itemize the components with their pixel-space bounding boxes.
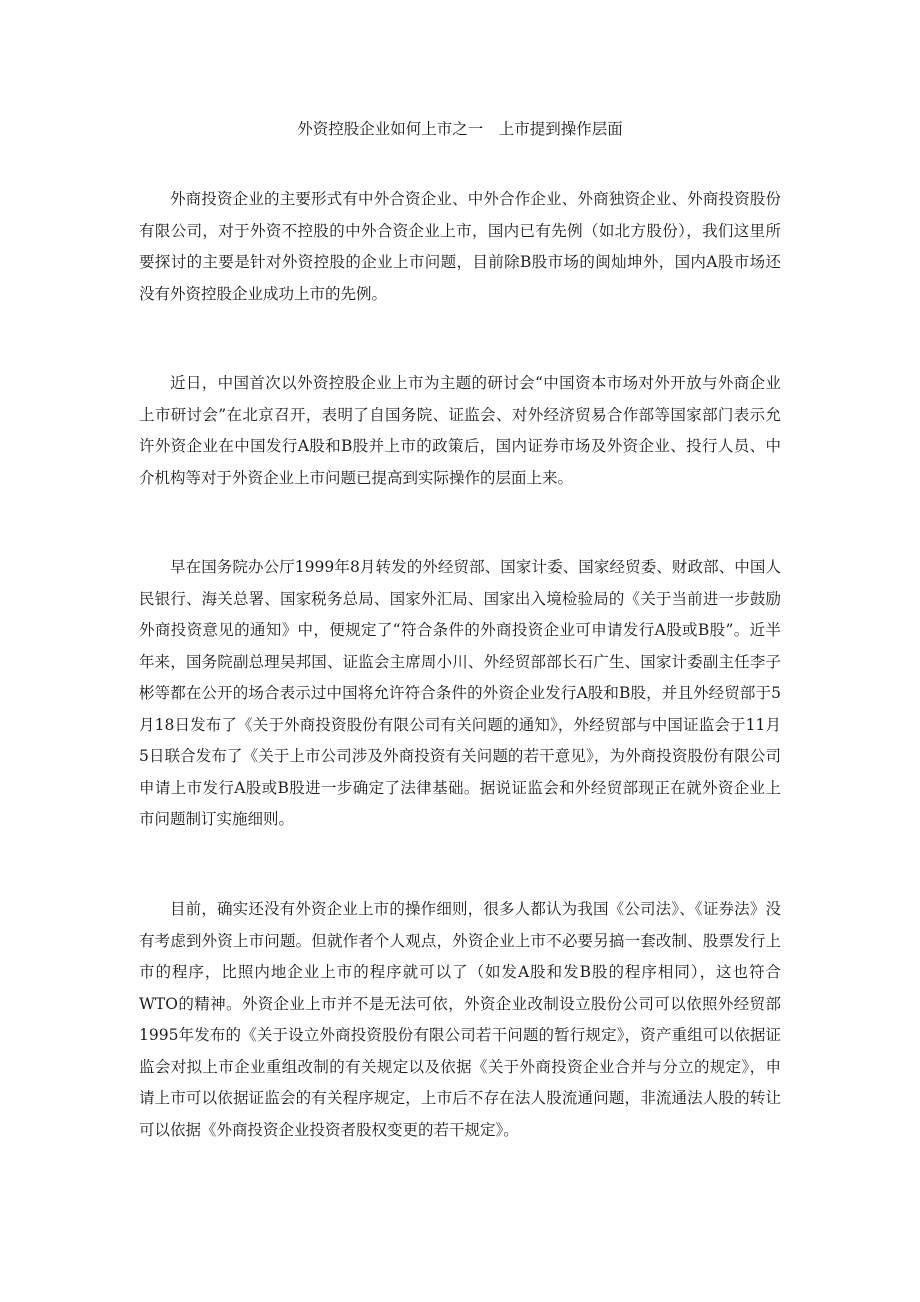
paragraph: 早在国务院办公厅1999年8月转发的外经贸部、国家计委、国家经贸委、财政部、中国人民银行、海关总署、国家税务总局、国家外汇局、国家出入境检验局的《关于当前进一步鼓励外商投资意见的通知》中，便规定了“符合条件的外商投资企业可申请发行A股或B股”。近半年来，国务院副总理吴邦国、证监会主席周小川、外经贸部部长石广生、国家计委副主任李子彬等都在公开的场合表示过中国将允许符合条件的外资企业发行A股和B股，并且外经贸部于5月18日发布了《关于外商投资股份有限公司有关问题的通知》，外经贸部与中国证监会于11月5日联合发布了《关于上市公司涉及外商投资有关问题的若干意见》，为外商投资股份有限公司申请上市发行A股或B股进一步确定了法律基础。据说证监会和外经贸部现正在就外资企业上市问题制订实施细则。 <box>139 558 781 828</box>
paragraph: 近日，中国首次以外资控股企业上市为主题的研讨会“中国资本市场对外开放与外商企业上市研讨会”在北京召开，表明了自国务院、证监会、对外经济贸易合作部等国家部门表示允许外资企业在中国发行A股和B股并上市的政策后，国内证券市场及外资企业、投行人员、中介机构等对于外资企业上市问题已提高到实际操作的层面上来。 <box>139 374 781 487</box>
paragraph: 外商投资企业的主要形式有中外合资企业、中外合作企业、外商独资企业、外商投资股份有限公司，对于外资不控股的中外合资企业上市，国内已有先例（如北方股份），我们这里所要探讨的主要是针对外资控股的企业上市问题，目前除B股市场的闽灿坤外，国内A股市场还没有外资控股企业成功上市的先例。 <box>139 190 781 303</box>
paragraph: 目前，确实还没有外资企业上市的操作细则，很多人都认为我国《公司法》、《证券法》没有考虑到外资上市问题。但就作者个人观点，外资企业上市不必要另搞一套改制、股票发行上市的程序，比照内地企业上市的程序就可以了（如发A股和发B股的程序相同），这也符合WTO的精神。外资企业上市并不是无法可依，外资企业改制设立股份公司可以依照外经贸部1995年发布的《关于设立外商投资股份有限公司若干问题的暂行规定》，资产重组可以依据证监会对拟上市企业重组改制的有关规定以及依据《关于外商投资企业合并与分立的规定》，申请上市可以依据证监会的有关程序规定，上市后不存在法人股流通问题，非流通法人股的转让可以依据《外商投资企业投资者股权变更的若干规定》。 <box>139 900 781 1139</box>
document-title: 外资控股企业如何上市之一 上市提到操作层面 <box>297 120 623 138</box>
